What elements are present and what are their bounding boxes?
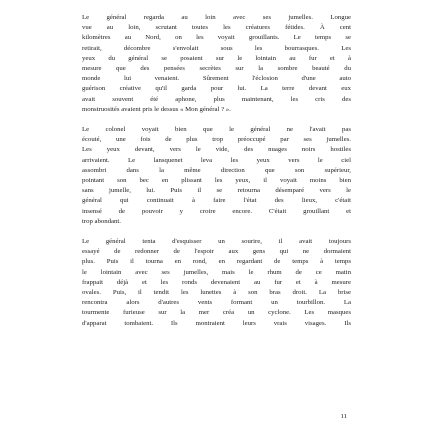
text-line: Le colonel voyait bien que le général ne l'avait pas xyxy=(82,126,351,134)
text-line: sans jumelle, lui. Puis il se retourna désemparé vers le xyxy=(82,187,351,195)
text-line: kilomètres au Nord, on les voyait grouillants. Le temps se xyxy=(82,34,351,42)
text-line: trop abondant. xyxy=(82,217,121,225)
text-line: yeux du général se posaient sur le lointain au fur et à xyxy=(82,54,351,62)
text-line: insensé de pouvoir y croire encore. C'était grouillant et xyxy=(82,207,351,215)
text-line: tourmente furieuse sur la mer créa un cyclone. Les masques xyxy=(82,309,351,317)
text-line: ovales. Puis, il tendit les lunettes à son bras droit. La brise xyxy=(82,289,351,297)
text-line: plus. Puis il tourna en rond, en regardant de temps à temps xyxy=(82,258,351,266)
text-line: rencontra alors d'autres vents formant un tourbillon. La xyxy=(82,299,351,307)
text-line: Les yeux devant, vers le vide, des nuages noirs hostiles xyxy=(82,146,351,154)
text-line: le lointain avec ses jumelles, mais le rhum de ce matin xyxy=(82,268,351,276)
text-line: général qui continuait à faire l'état des lieux, c'était xyxy=(82,197,351,205)
paragraph-1 xyxy=(82,13,351,115)
text-line: essayé de redonner de l'espoir aux gens qui ne dormaient xyxy=(82,248,351,256)
text-line: monstruosités avaient pris le dessus « Mon général ? ». xyxy=(82,105,231,113)
text-line: monde lui venaient. Sûrement l'éclosion d'une auto xyxy=(82,75,351,83)
text-line: mesure que des pensées secrètes sur la sombre beauté du xyxy=(82,65,351,73)
text-line: écouté, une fois de plus trop préoccupé par ses jumelles. xyxy=(82,136,351,144)
text-line: Le général tenta d'esquisser un sourire, il avait toujours xyxy=(82,238,351,246)
text-line: avait souvent été aphone, plus maintenant, les cris des xyxy=(82,95,351,103)
text-line: d'apparat tombaient. Ils montraient leurs vrais visages. Ils xyxy=(82,319,351,327)
paragraph-3 xyxy=(82,237,351,329)
text-line: frappait déjà et les ronds devenaient au fur et à mesure xyxy=(82,278,351,286)
page-number: 11 xyxy=(340,413,347,420)
text-line: assombri dans la même direction que son supérieur, xyxy=(82,166,351,174)
text-line: arrivaient. Le lansquenet leva les yeux vers le ciel xyxy=(82,156,351,164)
text-line: Le général regarda au loin avec ses jumelles. Longue xyxy=(82,14,351,21)
text-line: retirait, décombre s'envolait sous les bourrasques. Les xyxy=(82,44,351,52)
text-line: pointant son bec en plissant les yeux, il voyait moins bien xyxy=(82,177,351,185)
text-line: vue au loin, scrutant toutes les créatures fétides. À cent xyxy=(82,24,351,32)
paragraph-2 xyxy=(82,125,351,227)
text-line: guérison créative qu'il garda pour lui. La terre devant eux xyxy=(82,85,351,93)
